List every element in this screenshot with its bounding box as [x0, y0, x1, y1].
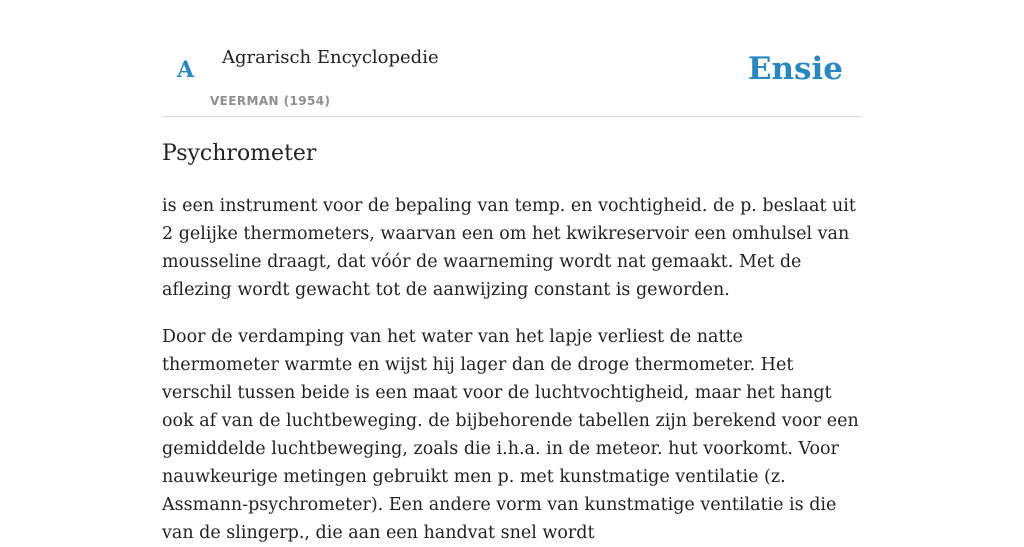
source-title[interactable]: Agrarisch Encyclopedie: [222, 47, 439, 68]
source-header: [162, 0, 862, 117]
source-meta: VEERMAN (1954): [210, 94, 331, 108]
entry-title: Psychrometer: [162, 141, 317, 166]
entry-paragraph: is een instrument voor de bepaling van temp. en vochtigheid. de p. beslaat uit 2 gelijke thermometers, waarvan een om het kwikreservoir een omhulsel van mousseline draagt, dat vóór de waarneming wordt nat gemaakt. Met de aflezing wordt gewacht tot de aanwijzing constant is geworden.: [162, 196, 856, 300]
ensie-logo[interactable]: Ensie: [747, 51, 843, 87]
index-letter[interactable]: A: [177, 57, 195, 83]
entry-content: [162, 116, 862, 547]
entry-paragraph: Door de verdamping van het water van het lapje verliest de natte thermometer warmte en wijst hij lager dan de droge thermometer. Het verschil tussen beide is een maat voor de luchtvochtigheid, maar het hangt ook af van de luchtbeweging. de bijbehorende tabellen zijn berekend voor een gemiddelde luchtbeweging, zoals die i.h.a. in de meteor. hut voorkomt. Voor nauwkeurige metingen gebruikt men p. met kunstmatige ventilatie (z. Assmann-psychrometer). Een andere vorm van kunstmatige ventilatie is die van de slingerp., die aan een handvat snel wordt: [162, 327, 859, 543]
